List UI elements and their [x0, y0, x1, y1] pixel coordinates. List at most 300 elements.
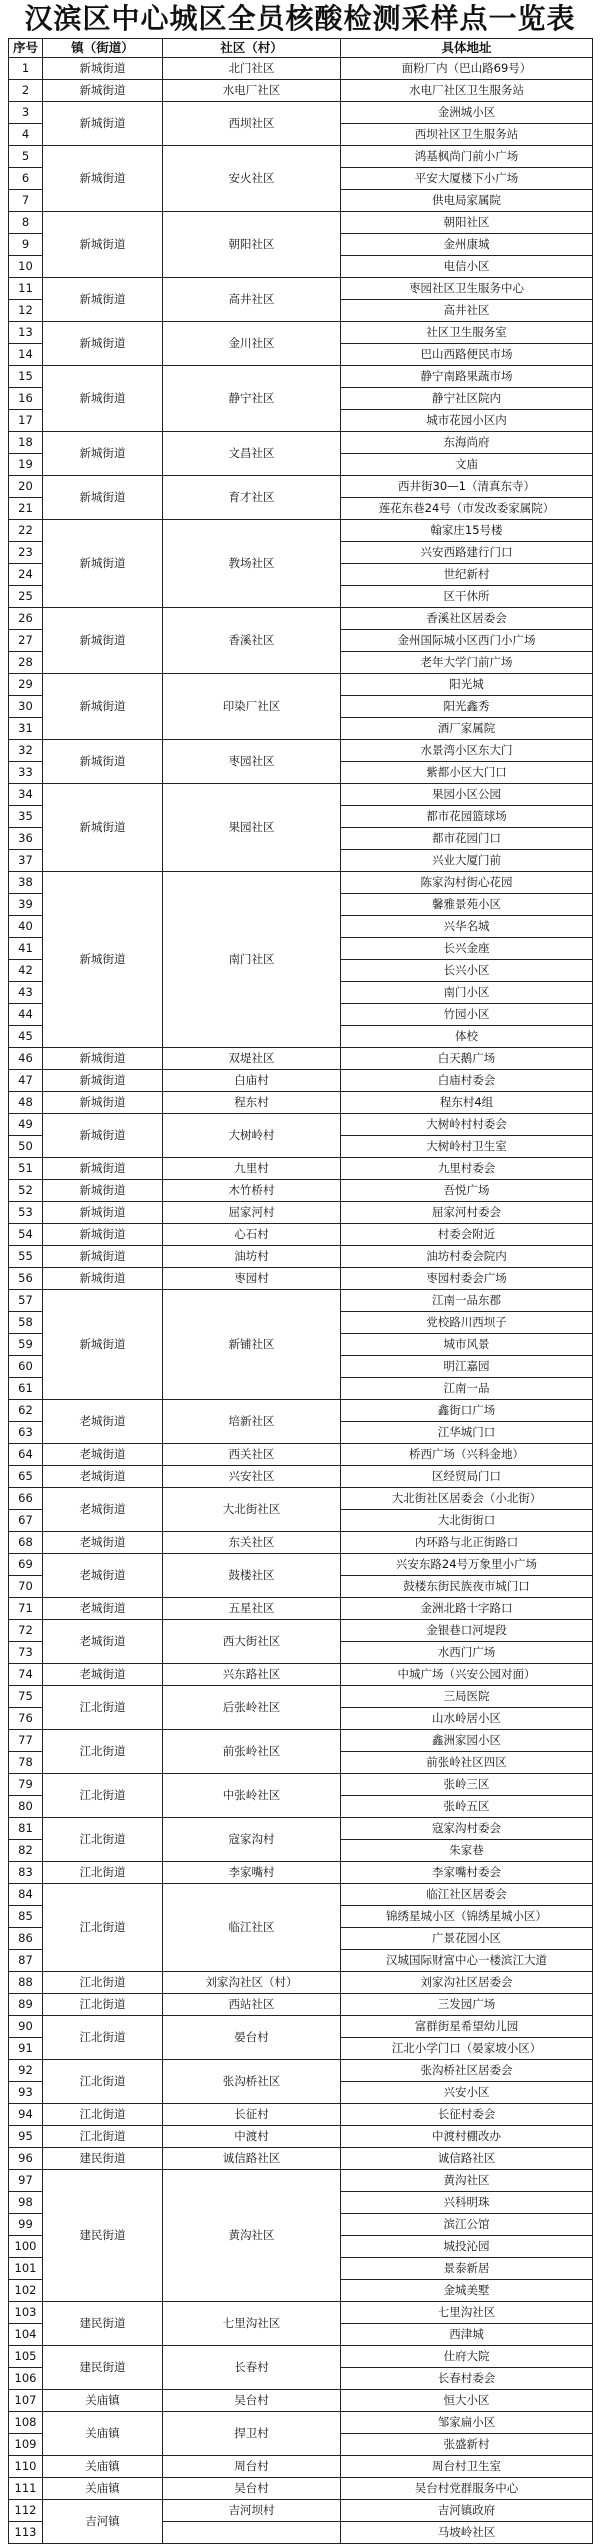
address-cell: 鸿基枫尚门前小广场: [341, 146, 593, 168]
address-cell: 周台村卫生室: [341, 2456, 593, 2478]
address-cell: 吴台村党群服务中心: [341, 2478, 593, 2500]
table-row: [9, 2346, 593, 2368]
address-cell: 临江社区居委会: [341, 1884, 593, 1906]
row-index: 1: [9, 58, 43, 80]
row-index: 55: [9, 1246, 43, 1268]
row-index: 52: [9, 1180, 43, 1202]
community-cell: 刘家沟社区（村）: [163, 1972, 341, 1994]
table-row: [9, 1972, 593, 1994]
row-index: 106: [9, 2368, 43, 2390]
row-index: 72: [9, 1620, 43, 1642]
address-cell: 邹家扁小区: [341, 2412, 593, 2434]
address-cell: 滨江公馆: [341, 2214, 593, 2236]
table-row: [9, 2170, 593, 2192]
row-index: 107: [9, 2390, 43, 2412]
town-cell: 新城街道: [43, 80, 163, 102]
community-cell: 后张岭社区: [163, 1686, 341, 1730]
page-title: 汉滨区中心城区全员核酸检测采样点一览表: [24, 2, 576, 35]
address-cell: 都市花园篮球场: [341, 806, 593, 828]
community-cell: 静宁社区: [163, 366, 341, 432]
row-index: 66: [9, 1488, 43, 1510]
row-index: 75: [9, 1686, 43, 1708]
row-index: 62: [9, 1400, 43, 1422]
town-cell: 新城街道: [43, 1092, 163, 1114]
table-row: [9, 1664, 593, 1686]
address-cell: 兴华名城: [341, 916, 593, 938]
address-cell: 电信小区: [341, 256, 593, 278]
table-row: [9, 608, 593, 630]
table-row: [9, 2126, 593, 2148]
community-cell: 教场社区: [163, 520, 341, 608]
community-cell: 心石村: [163, 1224, 341, 1246]
header-community: 社区（村）: [163, 39, 341, 58]
town-cell: 新城街道: [43, 366, 163, 432]
town-cell: 关庙镇: [43, 2390, 163, 2412]
address-cell: 兴安西路建行门口: [341, 542, 593, 564]
address-cell: 都市花园门口: [341, 828, 593, 850]
town-cell: 新城街道: [43, 212, 163, 278]
table-header: [9, 39, 593, 58]
table-row: [9, 80, 593, 102]
row-index: 36: [9, 828, 43, 850]
town-cell: 江北街道: [43, 2016, 163, 2060]
community-cell: 朝阳社区: [163, 212, 341, 278]
row-index: 60: [9, 1356, 43, 1378]
community-cell: 东关社区: [163, 1532, 341, 1554]
community-cell: 安火社区: [163, 146, 341, 212]
address-cell: 大树岭村村委会: [341, 1114, 593, 1136]
address-cell: 文庙: [341, 454, 593, 476]
address-cell: 枣园社区卫生服务中心: [341, 278, 593, 300]
table-row: [9, 1818, 593, 1840]
address-cell: 大北街社区居委会（小北街）: [341, 1488, 593, 1510]
address-cell: 仕府大院: [341, 2346, 593, 2368]
row-index: 112: [9, 2500, 43, 2522]
table-row: [9, 1730, 593, 1752]
table-row: [9, 1884, 593, 1906]
row-index: 87: [9, 1950, 43, 1972]
address-cell: 竹园小区: [341, 1004, 593, 1026]
address-cell: 白天鹅广场: [341, 1048, 593, 1070]
table-row: [9, 1466, 593, 1488]
town-cell: 吉河镇: [43, 2500, 163, 2544]
town-cell: 关庙镇: [43, 2412, 163, 2456]
row-index: 12: [9, 300, 43, 322]
row-index: 24: [9, 564, 43, 586]
town-cell: 关庙镇: [43, 2478, 163, 2500]
row-index: 93: [9, 2082, 43, 2104]
address-cell: 江南一品东郡: [341, 1290, 593, 1312]
row-index: 54: [9, 1224, 43, 1246]
table-row: [9, 2148, 593, 2170]
address-cell: 社区卫生服务室: [341, 322, 593, 344]
address-cell: 酒厂家属院: [341, 718, 593, 740]
community-cell: 南门社区: [163, 872, 341, 1048]
town-cell: 新城街道: [43, 784, 163, 872]
row-index: 29: [9, 674, 43, 696]
community-cell: 西关社区: [163, 1444, 341, 1466]
row-index: 81: [9, 1818, 43, 1840]
address-cell: 体校: [341, 1026, 593, 1048]
table-row: [9, 212, 593, 234]
row-index: 53: [9, 1202, 43, 1224]
address-cell: 城市花园小区内: [341, 410, 593, 432]
town-cell: 江北街道: [43, 2126, 163, 2148]
town-cell: 新城街道: [43, 1224, 163, 1246]
row-index: 37: [9, 850, 43, 872]
town-cell: 建民街道: [43, 2170, 163, 2302]
table-row: [9, 1488, 593, 1510]
address-cell: 景泰新居: [341, 2258, 593, 2280]
address-cell: 大北街街口: [341, 1510, 593, 1532]
row-index: 79: [9, 1774, 43, 1796]
town-cell: 老城街道: [43, 1554, 163, 1598]
table-row: [9, 2104, 593, 2126]
row-index: 76: [9, 1708, 43, 1730]
address-cell: 汉城国际财富中心一楼滨江大道: [341, 1950, 593, 1972]
community-cell: 印染厂社区: [163, 674, 341, 740]
table-row: [9, 1774, 593, 1796]
town-cell: 江北街道: [43, 1818, 163, 1862]
community-cell: 中张岭社区: [163, 1774, 341, 1818]
community-cell: 屈家河村: [163, 1202, 341, 1224]
table-row: [9, 1598, 593, 1620]
row-index: 35: [9, 806, 43, 828]
row-index: 85: [9, 1906, 43, 1928]
community-cell: 油坊村: [163, 1246, 341, 1268]
row-index: 33: [9, 762, 43, 784]
address-cell: 城投沁园: [341, 2236, 593, 2258]
row-index: 45: [9, 1026, 43, 1048]
table-row: [9, 58, 593, 80]
address-cell: 西井街30—1（清真东寺）: [341, 476, 593, 498]
table-row: [9, 1180, 593, 1202]
town-cell: 老城街道: [43, 1664, 163, 1686]
community-cell: 大树岭村: [163, 1114, 341, 1158]
town-cell: 新城街道: [43, 520, 163, 608]
address-cell: 七里沟社区: [341, 2302, 593, 2324]
community-cell: 晏台村: [163, 2016, 341, 2060]
row-index: 100: [9, 2236, 43, 2258]
community-cell: 捍卫村: [163, 2412, 341, 2456]
row-index: 41: [9, 938, 43, 960]
table-row: [9, 1202, 593, 1224]
table-row: [9, 872, 593, 894]
address-cell: 阳光城: [341, 674, 593, 696]
address-cell: 鑫洲家园小区: [341, 1730, 593, 1752]
address-cell: 党校路川西坝子: [341, 1312, 593, 1334]
row-index: 69: [9, 1554, 43, 1576]
address-cell: 金城美墅: [341, 2280, 593, 2302]
table-row: [9, 1092, 593, 1114]
row-index: 101: [9, 2258, 43, 2280]
address-cell: 兴业大厦门前: [341, 850, 593, 872]
table-row: [9, 2500, 593, 2522]
table-row: [9, 1290, 593, 1312]
table-row: [9, 1114, 593, 1136]
row-index: 15: [9, 366, 43, 388]
town-cell: 新城街道: [43, 740, 163, 784]
row-index: 3: [9, 102, 43, 124]
address-cell: 枣园村委会广场: [341, 1268, 593, 1290]
row-index: 78: [9, 1752, 43, 1774]
row-index: 23: [9, 542, 43, 564]
table-row: [9, 1862, 593, 1884]
row-index: 95: [9, 2126, 43, 2148]
table-row: [9, 2456, 593, 2478]
town-cell: 新城街道: [43, 476, 163, 520]
row-index: 86: [9, 1928, 43, 1950]
table-row: [9, 146, 593, 168]
community-cell: 新铺社区: [163, 1290, 341, 1400]
row-index: 31: [9, 718, 43, 740]
address-cell: 江北小学门口（晏家坡小区）: [341, 2038, 593, 2060]
community-cell: 西坝社区: [163, 102, 341, 146]
address-cell: 翰家庄15号楼: [341, 520, 593, 542]
row-index: 50: [9, 1136, 43, 1158]
row-index: 113: [9, 2522, 43, 2544]
row-index: 22: [9, 520, 43, 542]
town-cell: 老城街道: [43, 1400, 163, 1444]
community-cell: 诚信路社区: [163, 2148, 341, 2170]
table-row: [9, 1048, 593, 1070]
row-index: 27: [9, 630, 43, 652]
row-index: 51: [9, 1158, 43, 1180]
row-index: 98: [9, 2192, 43, 2214]
address-cell: 巴山西路便民市场: [341, 344, 593, 366]
row-index: 17: [9, 410, 43, 432]
community-cell: 西站社区: [163, 1994, 341, 2016]
row-index: 97: [9, 2170, 43, 2192]
town-cell: 建民街道: [43, 2148, 163, 2170]
town-cell: 老城街道: [43, 1488, 163, 1532]
address-cell: 水电厂社区卫生服务站: [341, 80, 593, 102]
row-index: 28: [9, 652, 43, 674]
address-cell: 平安大厦楼下小广场: [341, 168, 593, 190]
row-index: 46: [9, 1048, 43, 1070]
table-row: [9, 102, 593, 124]
row-index: 59: [9, 1334, 43, 1356]
table-row: [9, 1070, 593, 1092]
row-index: 111: [9, 2478, 43, 2500]
address-cell: 明江嘉园: [341, 1356, 593, 1378]
row-index: 105: [9, 2346, 43, 2368]
address-cell: 大树岭村卫生室: [341, 1136, 593, 1158]
community-cell: 吴台村: [163, 2390, 341, 2412]
community-cell: 长征村: [163, 2104, 341, 2126]
address-cell: 诚信路社区: [341, 2148, 593, 2170]
table-row: [9, 278, 593, 300]
address-cell: 锦绣星城小区（锦绣星城小区）: [341, 1906, 593, 1928]
town-cell: 新城街道: [43, 1070, 163, 1092]
table-row: [9, 784, 593, 806]
address-cell: 兴科明珠: [341, 2192, 593, 2214]
address-cell: 张岭五区: [341, 1796, 593, 1818]
address-cell: 老年大学门前广场: [341, 652, 593, 674]
town-cell: 新城街道: [43, 278, 163, 322]
town-cell: 老城街道: [43, 1532, 163, 1554]
address-cell: 张岭三区: [341, 1774, 593, 1796]
community-cell: 高井社区: [163, 278, 341, 322]
row-index: 43: [9, 982, 43, 1004]
row-index: 2: [9, 80, 43, 102]
address-cell: 金洲北路十字路口: [341, 1598, 593, 1620]
row-index: 39: [9, 894, 43, 916]
table-row: [9, 2302, 593, 2324]
row-index: 102: [9, 2280, 43, 2302]
address-cell: 油坊村委会院内: [341, 1246, 593, 1268]
town-cell: 江北街道: [43, 1862, 163, 1884]
address-cell: 广景花园小区: [341, 1928, 593, 1950]
table-row: [9, 432, 593, 454]
address-cell: 兴安小区: [341, 2082, 593, 2104]
row-index: 103: [9, 2302, 43, 2324]
address-cell: 朝阳社区: [341, 212, 593, 234]
town-cell: [163, 2522, 341, 2544]
table-row: [9, 2412, 593, 2434]
address-cell: 静宁南路果蔬市场: [341, 366, 593, 388]
address-cell: 面粉厂内（巴山路69号）: [341, 58, 593, 80]
address-cell: 李家嘴村委会: [341, 1862, 593, 1884]
community-cell: 水电厂社区: [163, 80, 341, 102]
community-cell: 枣园村: [163, 1268, 341, 1290]
row-index: 67: [9, 1510, 43, 1532]
community-cell: 七里沟社区: [163, 2302, 341, 2346]
address-cell: 鼓楼东街民族夜市城门口: [341, 1576, 593, 1598]
row-index: 94: [9, 2104, 43, 2126]
row-index: 34: [9, 784, 43, 806]
address-cell: 城市风景: [341, 1334, 593, 1356]
sampling-table: [8, 38, 593, 2544]
row-index: 96: [9, 2148, 43, 2170]
address-cell: 果园小区公园: [341, 784, 593, 806]
row-index: 5: [9, 146, 43, 168]
row-index: 77: [9, 1730, 43, 1752]
community-cell: 九里村: [163, 1158, 341, 1180]
address-cell: 鑫街口广场: [341, 1400, 593, 1422]
community-cell: 鼓楼社区: [163, 1554, 341, 1598]
row-index: 61: [9, 1378, 43, 1400]
row-index: 110: [9, 2456, 43, 2478]
row-index: 30: [9, 696, 43, 718]
address-cell: 三局医院: [341, 1686, 593, 1708]
row-index: 109: [9, 2434, 43, 2456]
town-cell: 江北街道: [43, 1686, 163, 1730]
row-index: 25: [9, 586, 43, 608]
row-index: 68: [9, 1532, 43, 1554]
address-cell: 寇家沟村委会: [341, 1818, 593, 1840]
address-cell: 朱家巷: [341, 1840, 593, 1862]
row-index: 21: [9, 498, 43, 520]
row-index: 38: [9, 872, 43, 894]
row-index: 108: [9, 2412, 43, 2434]
address-cell: 水西门广场: [341, 1642, 593, 1664]
row-index: 70: [9, 1576, 43, 1598]
table-row: [9, 740, 593, 762]
row-index: 92: [9, 2060, 43, 2082]
address-cell: 金州国际城小区西门小广场: [341, 630, 593, 652]
community-cell: 木竹桥村: [163, 1180, 341, 1202]
row-index: 11: [9, 278, 43, 300]
community-cell: 双堤社区: [163, 1048, 341, 1070]
town-cell: 新城街道: [43, 322, 163, 366]
address-cell: 恒大小区: [341, 2390, 593, 2412]
address-cell: 供电局家属院: [341, 190, 593, 212]
row-index: 6: [9, 168, 43, 190]
address-cell: 中城广场（兴安公园对面）: [341, 1664, 593, 1686]
address-cell: 长兴小区: [341, 960, 593, 982]
community-cell: 大北街社区: [163, 1488, 341, 1532]
row-index: 40: [9, 916, 43, 938]
town-cell: 建民街道: [43, 2346, 163, 2390]
row-index: 82: [9, 1840, 43, 1862]
address-cell: 高井社区: [341, 300, 593, 322]
town-cell: 江北街道: [43, 1972, 163, 1994]
town-cell: 江北街道: [43, 1730, 163, 1774]
town-cell: 新城街道: [43, 608, 163, 674]
row-index: 49: [9, 1114, 43, 1136]
row-index: 8: [9, 212, 43, 234]
table-row: [9, 322, 593, 344]
address-cell: 金州康城: [341, 234, 593, 256]
table-row: [9, 1400, 593, 1422]
community-cell: 金川社区: [163, 322, 341, 366]
community-cell: 果园社区: [163, 784, 341, 872]
town-cell: 建民街道: [43, 2302, 163, 2346]
town-cell: 新城街道: [43, 1290, 163, 1400]
table-row: [9, 1268, 593, 1290]
address-cell: 馨雅景苑小区: [341, 894, 593, 916]
town-cell: 老城街道: [43, 1466, 163, 1488]
address-cell: 江华城门口: [341, 1422, 593, 1444]
town-cell: 老城街道: [43, 1598, 163, 1620]
address-cell: 富群街星希望幼儿园: [341, 2016, 593, 2038]
address-cell: 区干休所: [341, 586, 593, 608]
row-index: 42: [9, 960, 43, 982]
community-cell: 寇家沟村: [163, 1818, 341, 1862]
community-cell: 育才社区: [163, 476, 341, 520]
community-cell: 香溪社区: [163, 608, 341, 674]
address-cell: 前张岭社区四区: [341, 1752, 593, 1774]
row-index: 57: [9, 1290, 43, 1312]
town-cell: 新城街道: [43, 674, 163, 740]
table-row: [9, 1686, 593, 1708]
community-cell: 西大街社区: [163, 1620, 341, 1664]
community-cell: 长春村: [163, 2346, 341, 2390]
row-index: 47: [9, 1070, 43, 1092]
town-cell: 关庙镇: [43, 2456, 163, 2478]
table-row: [9, 366, 593, 388]
community-cell: 培新社区: [163, 1400, 341, 1444]
table-row: [9, 1246, 593, 1268]
row-index: 64: [9, 1444, 43, 1466]
address-cell: 长征村委会: [341, 2104, 593, 2126]
community-cell: 吴台村: [163, 2478, 341, 2500]
town-cell: 老城街道: [43, 1444, 163, 1466]
town-cell: 江北街道: [43, 1994, 163, 2016]
address-cell: 西坝社区卫生服务站: [341, 124, 593, 146]
community-cell: 黄沟社区: [163, 2170, 341, 2302]
header-town: 镇（街道）: [43, 39, 163, 58]
town-cell: 新城街道: [43, 102, 163, 146]
table-row: [9, 2390, 593, 2412]
address-cell: 三发园广场: [341, 1994, 593, 2016]
address-cell: 静宁社区院内: [341, 388, 593, 410]
town-cell: 新城街道: [43, 1114, 163, 1158]
community-cell: 兴东路社区: [163, 1664, 341, 1686]
community-cell: 北门社区: [163, 58, 341, 80]
row-index: 13: [9, 322, 43, 344]
